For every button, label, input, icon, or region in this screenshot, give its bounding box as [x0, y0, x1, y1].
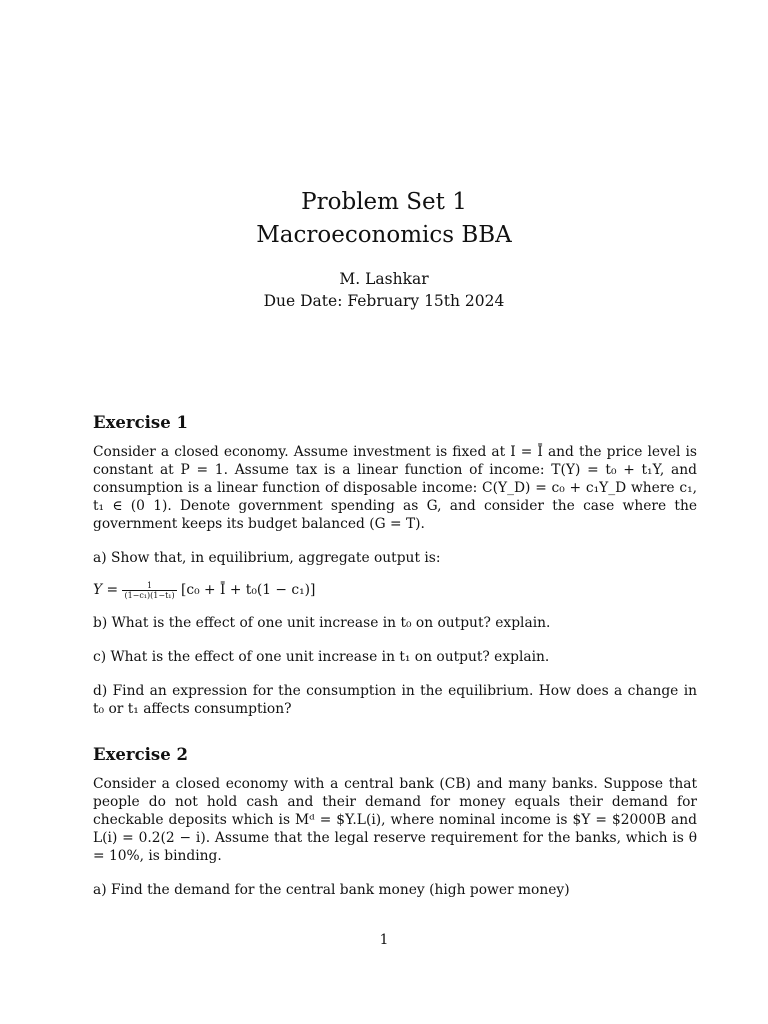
title-block	[0, 186, 768, 252]
exercise-1-part-a: a) Show that, in equilibrium, aggregate output is:	[93, 550, 441, 566]
exercise-1-heading: Exercise 1	[93, 413, 188, 432]
exercise-1-part-b: b) What is the effect of one unit increase in t₀ on output? explain.	[93, 615, 551, 631]
exercise-1-section	[93, 414, 697, 718]
title-line-2: Macroeconomics BBA	[256, 222, 512, 248]
exercise-1-part-c: c) What is the effect of one unit increase in t₁ on output? explain.	[93, 649, 550, 665]
page-number: 1	[379, 932, 389, 948]
equation-output	[93, 581, 697, 600]
exercise-1-intro: Consider a closed economy. Assume investment is fixed at I = Ī and the price level is constant at P = 1. Assume tax is a linear function of income: T(Y) = t₀ + t₁Y, and consumption is a linear function of disposable income: C(Y_D) = c₀ + c₁Y_D where c₁, t₁ ∈ (0 1). Denote government spending as G, and consider the case where the government keeps its budget balanced (G = T).	[93, 444, 697, 532]
exercise-2-part-a: a) Find the demand for the central bank money (high power money)	[93, 882, 570, 898]
author-name: M. Lashkar	[339, 270, 429, 288]
author-block	[0, 268, 768, 312]
exercise-2-heading: Exercise 2	[93, 745, 188, 764]
exercise-2-intro: Consider a closed economy with a central bank (CB) and many banks. Suppose that people do not hold cash and their demand for money equals their demand for checkable deposits which is Mᵈ = $Y.L(i), where nominal income is $Y = $2000B and L(i) = 0.2(2 − i). Assume that the legal reserve requirement for the banks, which is θ = 10%, is binding.	[93, 776, 697, 864]
equation-fraction	[122, 581, 176, 600]
equation-rhs: [c₀ + Ī + t₀(1 − c₁)]	[181, 582, 316, 598]
title-line-1: Problem Set 1	[301, 189, 467, 215]
due-date: Due Date: February 15th 2024	[263, 292, 505, 310]
equation-lhs: Y =	[93, 582, 119, 598]
equation-denominator: (1−c₁)(1−t₁)	[124, 591, 175, 600]
exercise-2-section	[93, 746, 697, 899]
exercise-1-part-d: d) Find an expression for the consumption in the equilibrium. How does a change in t₀ or t₁ affects consumption?	[93, 683, 697, 717]
equation-numerator: 1	[122, 581, 176, 591]
